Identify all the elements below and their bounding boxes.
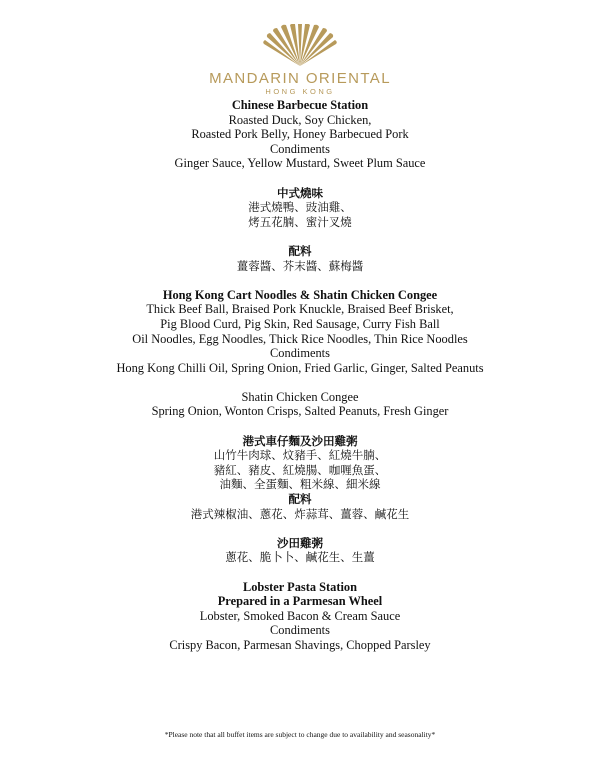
- menu-item-line: Crispy Bacon, Parmesan Shavings, Chopped Parsley: [169, 637, 431, 652]
- menu-item-line: Hong Kong Chilli Oil, Spring Onion, Fried Garlic, Ginger, Salted Peanuts: [116, 360, 484, 375]
- brand-name: MANDARIN ORIENTAL: [209, 70, 391, 87]
- menu-section: [0, 536, 600, 565]
- menu-item-line: Lobster, Smoked Bacon & Cream Sauce: [199, 608, 401, 623]
- menu-item-line: 港式辣椒油、蔥花、炸蒜茸、薑蓉、鹹花生: [190, 506, 410, 521]
- section-heading: 配料: [288, 492, 312, 507]
- buffet-menu: [0, 98, 600, 653]
- menu-item-line: 油麵、全蛋麵、粗米線、細米線: [219, 477, 381, 492]
- section-heading: Lobster Pasta Station: [242, 579, 358, 594]
- menu-item-line: Condiments: [270, 141, 330, 156]
- menu-item-line: Ginger Sauce, Yellow Mustard, Sweet Plum Sauce: [174, 156, 426, 171]
- menu-item-line: Thick Beef Ball, Braised Pork Knuckle, Braised Beef Brisket,: [146, 302, 454, 317]
- menu-item-line: 山竹牛肉球、炆豬手、紅燒牛腩、: [213, 448, 387, 463]
- menu-item-line: Condiments: [270, 346, 330, 361]
- menu-item-line: 豬紅、豬皮、紅燒腸、咖喱魚蛋、: [213, 462, 387, 477]
- menu-section: [0, 288, 600, 376]
- section-spacer: [0, 419, 600, 434]
- section-heading: Hong Kong Cart Noodles & Shatin Chicken Congee: [162, 287, 438, 302]
- section-heading: 配料: [288, 243, 312, 258]
- section-heading: 中式燒味: [277, 185, 323, 200]
- menu-item-line: 烤五花腩、蜜汁叉燒: [248, 214, 352, 229]
- menu-item-line: Roasted Duck, Soy Chicken,: [228, 112, 372, 127]
- section-spacer: [0, 565, 600, 580]
- section-heading: Chinese Barbecue Station: [231, 98, 369, 112]
- menu-section: [0, 434, 600, 522]
- section-heading: Prepared in a Parmesan Wheel: [217, 594, 383, 609]
- menu-item-line: Spring Onion, Wonton Crisps, Salted Peanuts, Fresh Ginger: [151, 404, 449, 419]
- menu-section: [0, 390, 600, 419]
- section-spacer: [0, 375, 600, 390]
- footer-note: *Please note that all buffet items are subject to change due to availability and seasonality*: [164, 730, 436, 739]
- brand-location: HONG KONG: [265, 87, 335, 96]
- menu-item-line: Oil Noodles, Egg Noodles, Thick Rice Noodles, Thin Rice Noodles: [132, 331, 468, 346]
- menu-item-line: Pig Blood Curd, Pig Skin, Red Sausage, Curry Fish Ball: [160, 316, 440, 331]
- section-heading: 港式車仔麵及沙田雞粥: [242, 433, 358, 448]
- section-spacer: [0, 521, 600, 536]
- menu-section: [0, 98, 600, 171]
- menu-item-line: 薑蓉醬、芥末醬、蘇梅醬: [236, 258, 364, 273]
- menu-item-line: 蔥花、脆卜卜、鹹花生、生薑: [225, 550, 375, 565]
- section-heading: 沙田雞粥: [277, 535, 323, 550]
- menu-item-line: 港式燒鴨、豉油雞、: [248, 200, 352, 215]
- menu-section: [0, 186, 600, 230]
- menu-item-line: Condiments: [270, 623, 330, 638]
- brand-logo: [0, 24, 600, 97]
- section-spacer: [0, 229, 600, 244]
- section-spacer: [0, 171, 600, 186]
- menu-section: [0, 244, 600, 273]
- section-spacer: [0, 273, 600, 288]
- menu-section: [0, 580, 600, 653]
- fan-logo-icon: [258, 24, 342, 68]
- menu-item-line: Roasted Pork Belly, Honey Barbecued Pork: [191, 127, 409, 142]
- menu-item-line: Shatin Chicken Congee: [241, 389, 359, 404]
